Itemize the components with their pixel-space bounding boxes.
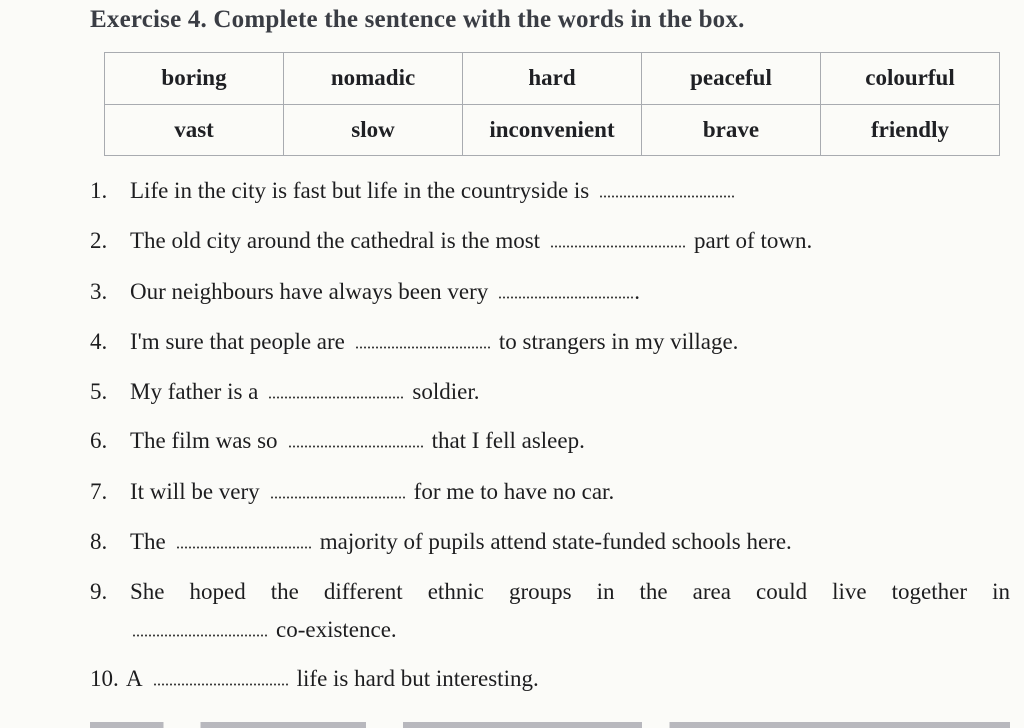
answer-blank[interactable] (153, 666, 289, 686)
item-number: 10. (90, 666, 119, 691)
item-number: 9. (90, 579, 108, 604)
word-cell: hard (463, 53, 642, 105)
sentence-after: that I fell asleep. (431, 428, 585, 453)
sentence-word: in (992, 579, 1010, 604)
item-number: 8. (90, 529, 108, 554)
sentence-before: It will be very (130, 479, 260, 504)
sentence-before: Life in the city is fast but life in the countryside is (130, 178, 590, 203)
sentence-after: majority of pupils attend state-funded schools here. (319, 529, 792, 554)
item-sentence (130, 327, 738, 357)
sentence-after: to strangers in my village. (498, 329, 739, 354)
sentence-word: the (639, 579, 668, 604)
sentence-before: The film was so (130, 428, 278, 453)
item-sentence (130, 226, 812, 256)
item-sentence (130, 277, 640, 307)
sentence-word: She (130, 579, 165, 604)
item-number: 1. (90, 178, 108, 203)
sentence-after: part of town. (694, 228, 813, 253)
sentence-word: could (756, 579, 808, 604)
item-sentence (130, 377, 479, 407)
sentence-word: groups (508, 579, 572, 604)
answer-blank[interactable] (550, 228, 686, 248)
item-number: 2. (90, 228, 108, 253)
answer-blank[interactable] (268, 379, 404, 399)
sentence-word: ethnic (427, 579, 484, 604)
sentence-word: different (323, 579, 403, 604)
sentence-before: The old city around the cathedral is the most (130, 228, 541, 253)
word-cell: nomadic (284, 53, 463, 105)
answer-blank[interactable] (498, 279, 634, 299)
item-sentence (130, 527, 792, 557)
word-cell: peaceful (642, 53, 821, 105)
answer-blank[interactable] (288, 428, 424, 448)
item-number: 7. (90, 479, 108, 504)
word-cell: brave (642, 104, 821, 156)
sentence-after: for me to have no car. (413, 479, 615, 504)
sentence-word: in (596, 579, 615, 604)
sentence-before: A (126, 666, 143, 691)
word-cell: slow (284, 104, 463, 156)
item-sentence (130, 477, 614, 507)
item-sentence (130, 176, 743, 206)
sentence-after: life is hard but interesting. (296, 666, 539, 691)
item-number: 5. (90, 379, 108, 404)
sentence-word: area (692, 579, 731, 604)
justified-line (130, 577, 1010, 607)
sentence-before: My father is a (130, 379, 259, 404)
item-sentence (130, 426, 585, 456)
item-number: 6. (90, 428, 108, 453)
word-cell: boring (105, 53, 284, 105)
answer-blank[interactable] (599, 178, 735, 198)
exercise-title: Exercise 4. Complete the sentence with the words in the box. (90, 6, 745, 33)
item-number: 3. (90, 279, 108, 304)
sentence-after: co-existence. (276, 617, 397, 642)
item-sentence (126, 664, 539, 694)
word-cell: vast (105, 104, 284, 156)
sentence-word: hoped (189, 579, 246, 604)
answer-blank[interactable] (176, 529, 312, 549)
sentence-before: The (130, 529, 166, 554)
word-cell: inconvenient (463, 104, 642, 156)
word-cell: friendly (821, 104, 1000, 156)
sentence-before: I'm sure that people are (130, 329, 345, 354)
item-sentence-line1 (130, 577, 1010, 607)
cropped-next-exercise-line (90, 722, 1010, 728)
answer-blank[interactable] (355, 329, 491, 349)
answer-blank[interactable] (270, 479, 406, 499)
sentence-word: live (832, 579, 867, 604)
sentence-after: . (634, 279, 641, 304)
answer-blank[interactable] (132, 617, 268, 637)
sentence-word: together (891, 579, 968, 604)
sentence-word: the (270, 579, 299, 604)
item-number: 4. (90, 329, 108, 354)
word-cell: colourful (821, 53, 1000, 105)
sentence-after: soldier. (412, 379, 480, 404)
item-sentence-line2 (130, 615, 397, 645)
sentence-before: Our neighbours have always been very (130, 279, 489, 304)
